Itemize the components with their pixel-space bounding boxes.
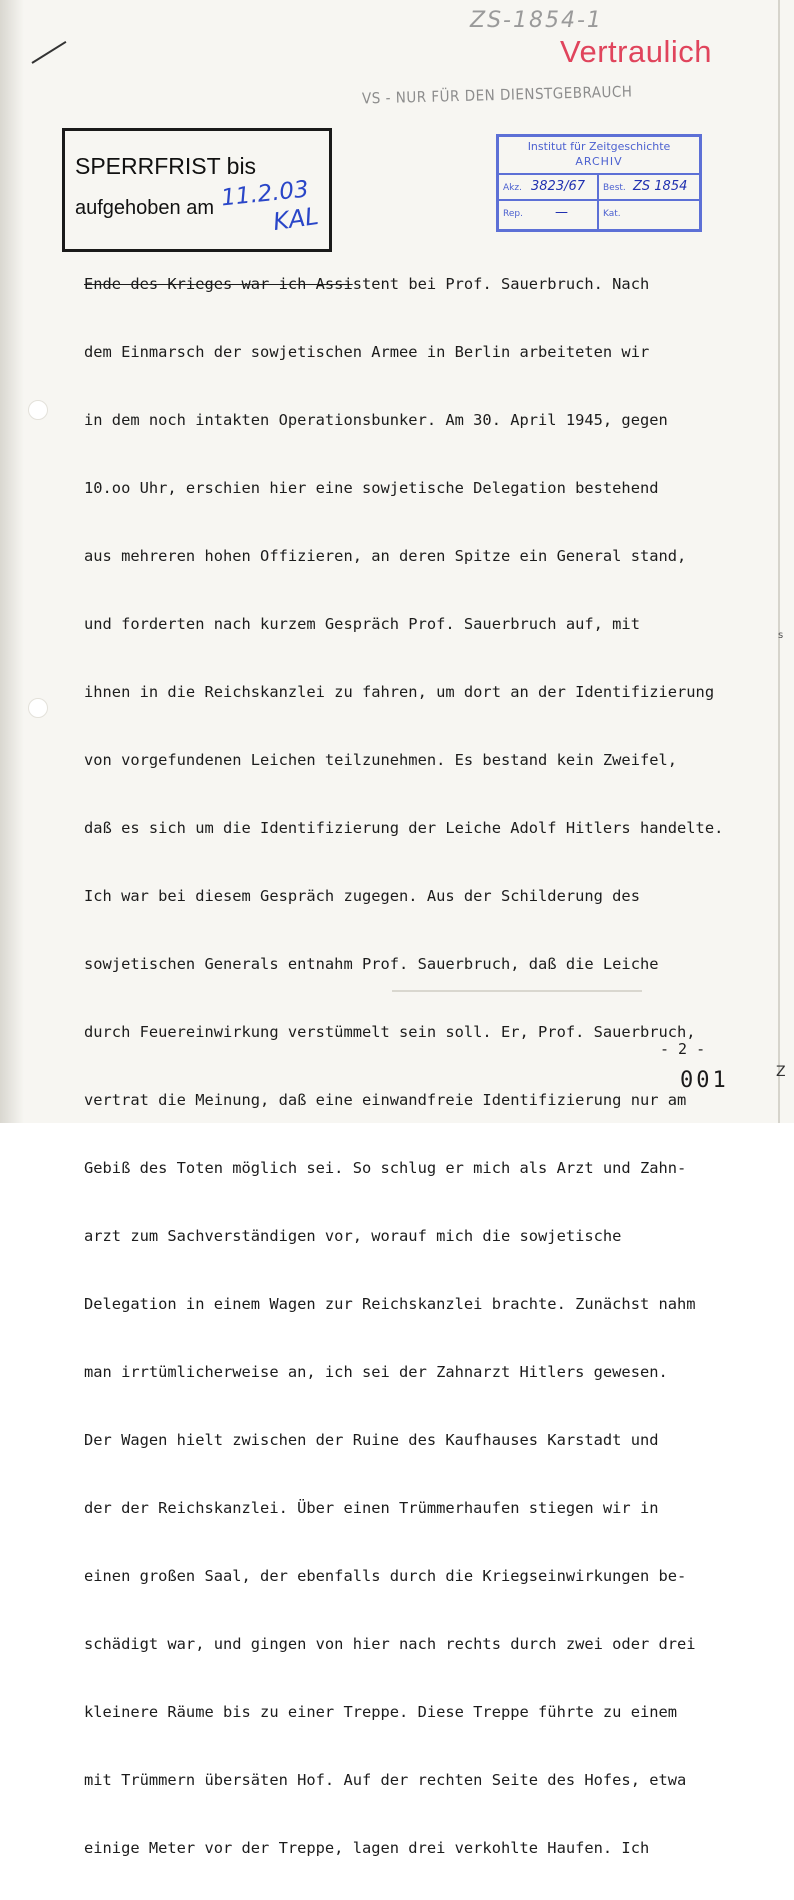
akz-label: Akz.: [503, 183, 522, 193]
text-line: ihnen in die Reichskanzlei zu fahren, um dort an der Identifizierung: [84, 683, 715, 701]
text-line: schädigt war, und gingen von hier nach rechts durch zwei oder drei: [84, 1635, 696, 1653]
institute-archive-stamp: [496, 134, 702, 232]
text-line: man irrtümlicherweise an, ich sei der Zahnarzt Hitlers gewesen.: [84, 1363, 668, 1381]
text-line: arzt zum Sachverständigen vor, worauf mich die sowjetische: [84, 1227, 622, 1245]
text-line: Delegation in einem Wagen zur Reichskanzlei brachte. Zunächst nahm: [84, 1295, 696, 1313]
page-left-edge: [0, 0, 24, 1123]
text-line: mit Trümmern übersäten Hof. Auf der rechten Seite des Hofes, etwa: [84, 1771, 687, 1789]
punch-hole-bottom: [28, 698, 48, 718]
text-line: vertrat die Meinung, daß eine einwandfreie Identifizierung nur am: [84, 1091, 687, 1109]
aufgehoben-label: aufgehoben am: [75, 197, 215, 219]
best-label: Best.: [603, 183, 626, 193]
pen-slash-mark: [31, 41, 66, 64]
faint-underline: [392, 990, 642, 992]
institute-title: Institut für Zeitgeschichte: [527, 140, 671, 153]
text-line: sowjetischen Generals entnahm Prof. Sauerbruch, daß die Leiche: [84, 955, 659, 973]
margin-mark: s: [778, 630, 784, 641]
text-line: und forderten nach kurzem Gespräch Prof. Sauerbruch auf, mit: [84, 615, 640, 633]
classification-stamp: VS - NUR FÜR DEN DIENSTGEBRAUCH: [361, 82, 633, 108]
text-line: daß es sich um die Identifizierung der Leiche Adolf Hitlers handelte.: [84, 819, 724, 837]
best-value: ZS 1854: [633, 179, 688, 194]
archive-number: ZS-1854-1: [470, 8, 603, 33]
sperrfrist-label: SPERRFRIST bis: [75, 153, 257, 179]
folio-stamp: 001: [680, 1068, 729, 1093]
margin-mark-bottom: Z: [776, 1064, 786, 1080]
text-line: von vorgefundenen Leichen teilzunehmen. Es bestand kein Zweifel,: [84, 751, 678, 769]
rep-value: —: [555, 205, 568, 220]
text-line: durch Feuereinwirkung verstümmelt sein soll. Er, Prof. Sauerbruch,: [84, 1023, 696, 1041]
institute-subtitle: ARCHIV: [575, 155, 623, 168]
text-line: Gebiß des Toten möglich sei. So schlug er mich als Arzt und Zahn-: [84, 1159, 687, 1177]
handwritten-date: 11.2.03: [219, 176, 310, 212]
text-line: kleinere Räume bis zu einer Treppe. Diese Treppe führte zu einem: [84, 1703, 678, 1721]
text-line: [84, 268, 774, 300]
text-line: aus mehreren hohen Offizieren, an deren Spitze ein General stand,: [84, 547, 687, 565]
stamp-divider: [499, 199, 699, 201]
page-right-edge: [778, 0, 780, 1123]
text-line: einen großen Saal, der ebenfalls durch die Kriegseinwirkungen be-: [84, 1567, 687, 1585]
typewritten-body: [84, 232, 774, 1900]
text-line: Ich war bei diesem Gespräch zugegen. Aus der Schilderung des: [84, 887, 640, 905]
page-number: - 2 -: [660, 1040, 706, 1058]
confidential-stamp: Vertraulich: [560, 34, 712, 69]
handwritten-initials: KAL: [271, 201, 321, 237]
text-segment: stent bei Prof. Sauerbruch. Nach: [352, 275, 650, 293]
text-line: Der Wagen hielt zwischen der Ruine des Kaufhauses Karstadt und: [84, 1431, 659, 1449]
text-line: dem Einmarsch der sowjetischen Armee in Berlin arbeiteten wir: [84, 343, 650, 361]
text-line: 10.oo Uhr, erschien hier eine sowjetische Delegation bestehend: [84, 479, 659, 497]
stamp-divider: [499, 173, 699, 175]
kat-label: Kat.: [603, 209, 621, 219]
punch-hole-top: [28, 400, 48, 420]
text-line: in dem noch intakten Operationsbunker. Am 30. April 1945, gegen: [84, 411, 668, 429]
akz-value: 3823/67: [531, 179, 586, 194]
text-line: einige Meter vor der Treppe, lagen drei verkohlte Haufen. Ich: [84, 1839, 650, 1857]
rep-label: Rep.: [503, 209, 523, 219]
stamp-divider-vertical: [597, 175, 599, 229]
text-line: der der Reichskanzlei. Über einen Trümmerhaufen stiegen wir in: [84, 1499, 659, 1517]
struck-text: Ende des Krieges war ich Assi: [84, 275, 353, 293]
